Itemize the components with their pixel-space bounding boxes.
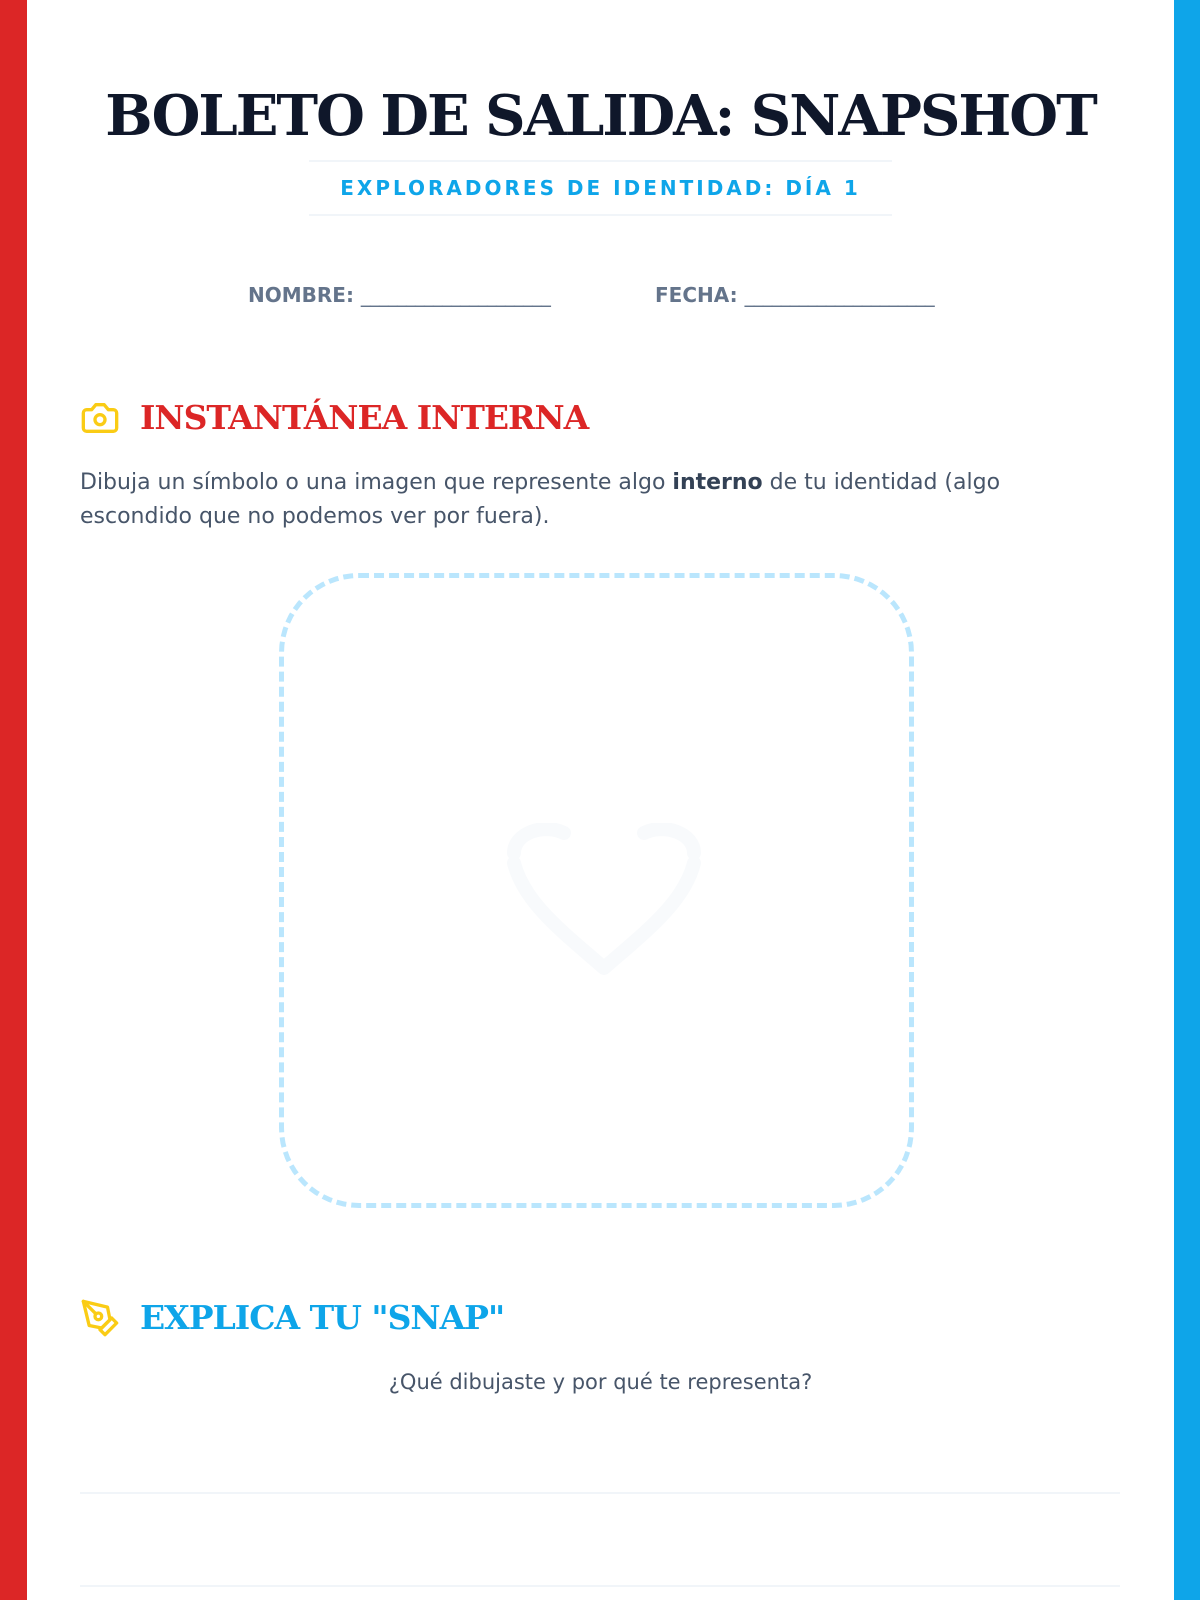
- answer-line[interactable]: [80, 1585, 1120, 1587]
- name-blank-line: _____________________: [360, 283, 550, 307]
- left-accent-stripe: [0, 0, 27, 1600]
- heart-watermark-icon: [504, 823, 704, 983]
- subtitle: EXPLORADORES DE IDENTIDAD: DÍA 1: [340, 176, 861, 200]
- pen-tool-icon: [80, 1298, 120, 1338]
- drawing-area[interactable]: [279, 573, 914, 1208]
- name-label: NOMBRE:: [248, 283, 354, 307]
- snapshot-section-header: [80, 398, 588, 438]
- instruction-emphasis: interno: [672, 470, 763, 495]
- snapshot-instructions: [80, 466, 1110, 534]
- instruction-text-before: Dibuja un símbolo o una imagen que represente algo: [80, 470, 673, 495]
- right-accent-stripe: [1174, 0, 1200, 1600]
- date-blank-line: _____________________: [744, 283, 934, 307]
- name-field[interactable]: [248, 283, 550, 307]
- page-title: BOLETO DE SALIDA: SNAPSHOT: [105, 83, 1096, 149]
- snapshot-heading: INSTANTÁNEA INTERNA: [140, 398, 589, 437]
- instruction-text-after: de tu identidad (algo escondido que no podemos ver por fuera).: [80, 470, 1001, 529]
- camera-icon: [80, 398, 120, 438]
- explain-question: ¿Qué dibujaste y por qué te representa?: [388, 1370, 813, 1394]
- explain-heading: EXPLICA TU "SNAP": [140, 1298, 505, 1337]
- explain-section-header: [80, 1298, 504, 1338]
- subtitle-banner: [309, 160, 892, 216]
- date-field[interactable]: [655, 283, 934, 307]
- answer-line[interactable]: [80, 1492, 1120, 1494]
- date-label: FECHA:: [655, 283, 738, 307]
